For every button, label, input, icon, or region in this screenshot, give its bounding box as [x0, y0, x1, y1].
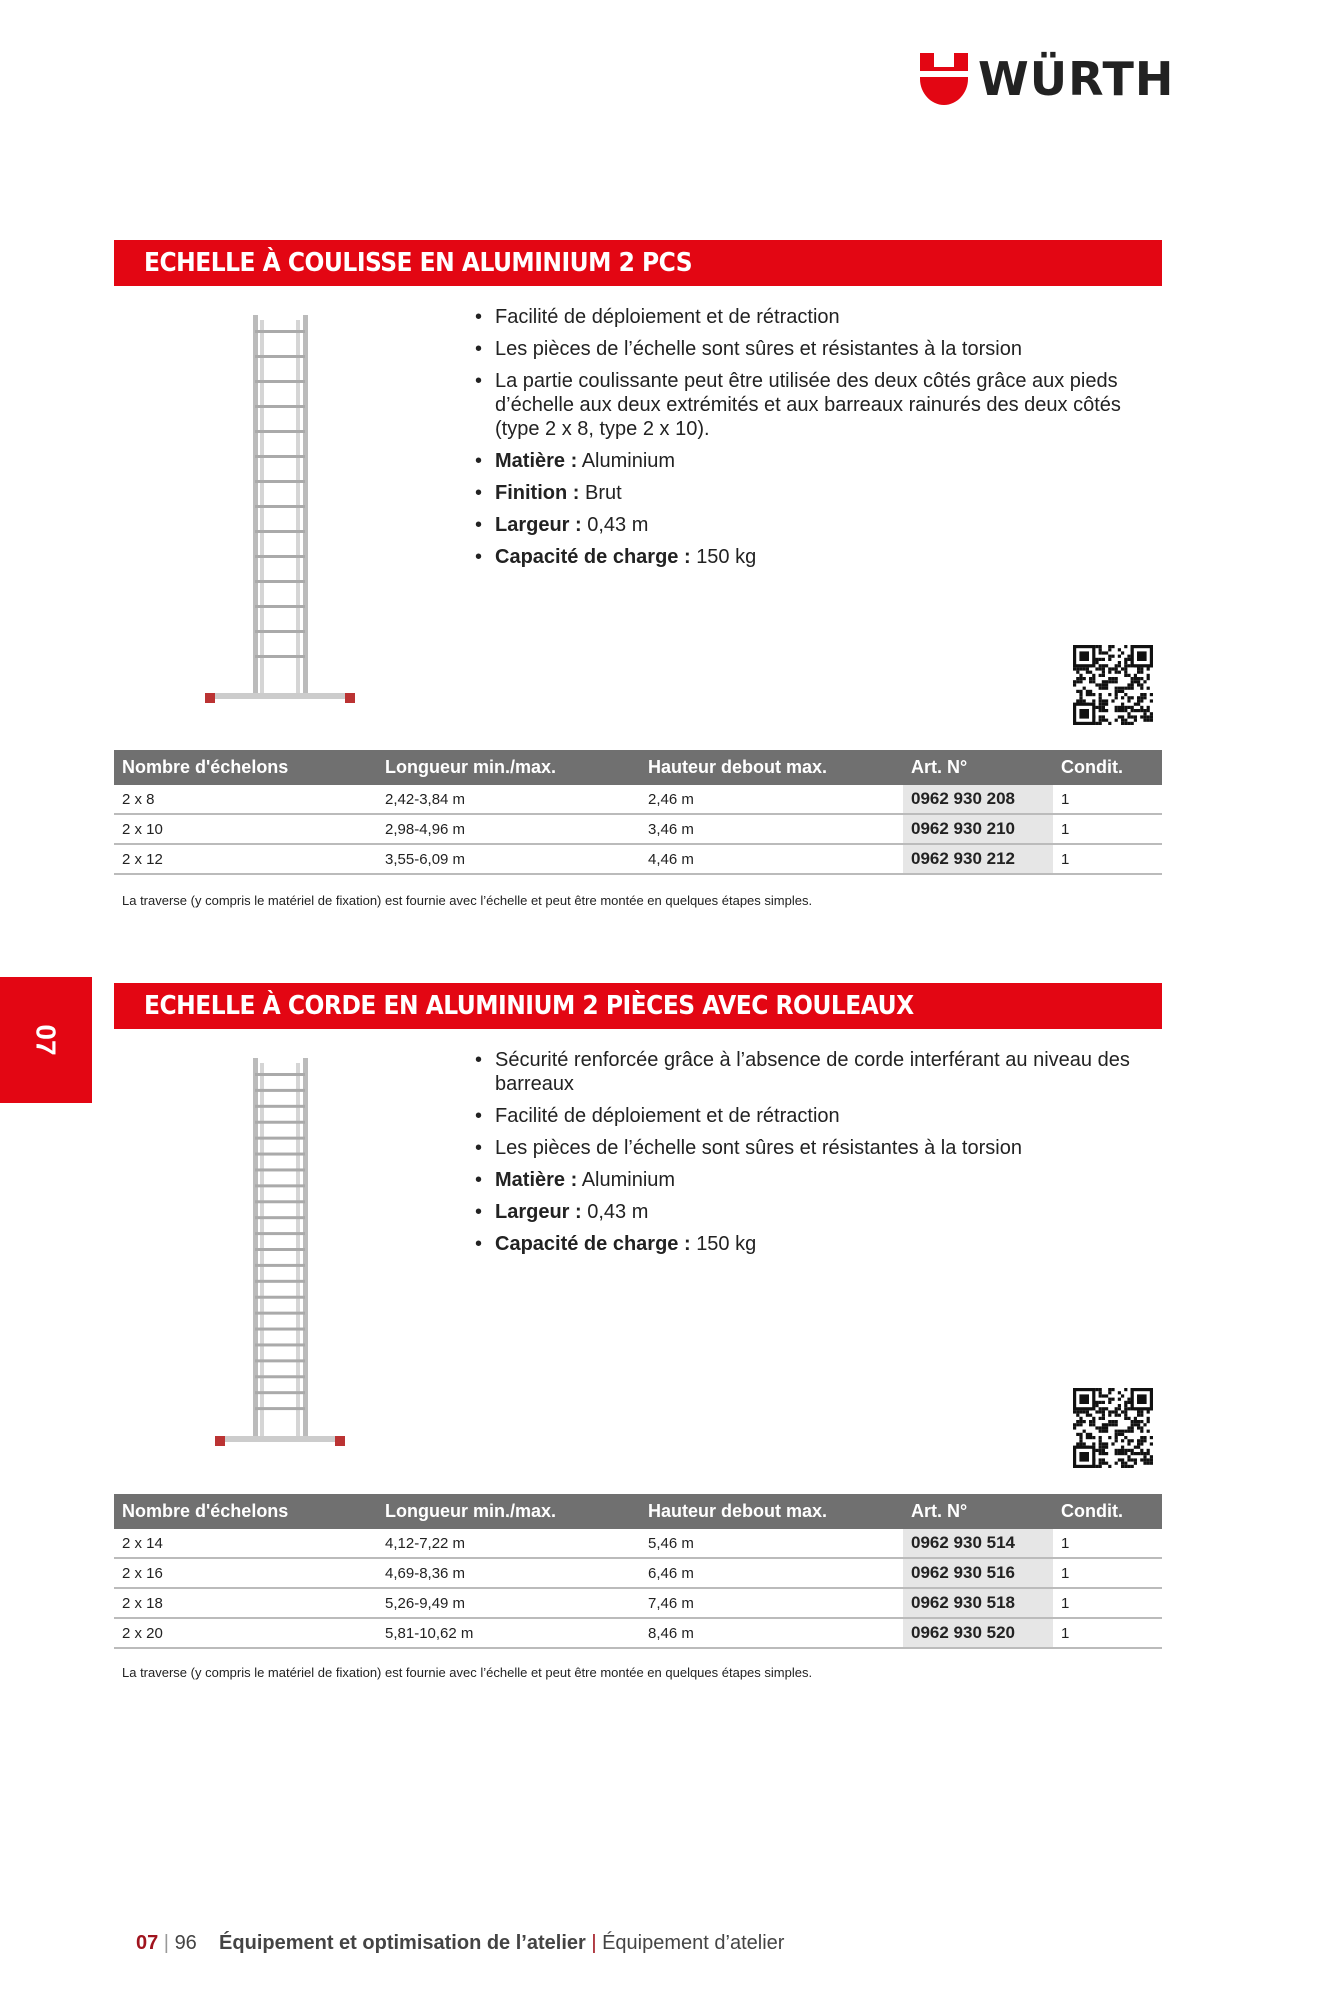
table-cell: 2,42-3,84 m	[377, 785, 640, 814]
table-cell: 3,46 m	[640, 814, 903, 844]
table-cell: 4,69-8,36 m	[377, 1558, 640, 1588]
product-title-banner	[114, 240, 1162, 286]
column-header: Nombre d'échelons	[114, 1494, 377, 1529]
table-cell: 1	[1053, 1618, 1162, 1648]
table-cell: 2 x 20	[114, 1618, 377, 1648]
qr-code[interactable]	[1073, 645, 1153, 725]
spec-label: Largeur :	[495, 514, 582, 536]
spec-item	[475, 1168, 1165, 1192]
feature-list	[475, 1048, 1165, 1264]
spec-item	[475, 1200, 1165, 1224]
section-tab[interactable]	[0, 977, 92, 1103]
article-number[interactable]: 0962 930 516	[903, 1558, 1053, 1588]
table-row	[114, 1588, 1162, 1618]
table-cell: 2 x 14	[114, 1529, 377, 1558]
feature-item	[475, 369, 1165, 441]
spec-value: 0,43 m	[587, 514, 649, 536]
article-number[interactable]: 0962 930 520	[903, 1618, 1053, 1648]
feature-text: La partie coulissante peut être utilisée des deux côtés grâce aux pieds d’échelle aux deux extrémités et aux barreaux rainurés des deux côtés (type 2 x 8, type 2 x 10).	[495, 370, 1121, 440]
feature-item	[475, 1104, 1165, 1128]
column-header: Hauteur debout max.	[640, 750, 903, 785]
article-number[interactable]: 0962 930 210	[903, 814, 1053, 844]
table-cell: 2 x 10	[114, 814, 377, 844]
spec-value: 150 kg	[696, 546, 757, 568]
column-header: Hauteur debout max.	[640, 1494, 903, 1529]
spec-label: Finition :	[495, 482, 580, 504]
feature-list	[475, 305, 1165, 577]
feature-text: Facilité de déploiement et de rétraction	[495, 1105, 840, 1127]
feature-item	[475, 305, 1165, 329]
ladder-image	[215, 1058, 345, 1453]
article-number[interactable]: 0962 930 518	[903, 1588, 1053, 1618]
wurth-logo-icon	[920, 53, 968, 105]
product-table	[114, 1494, 1162, 1649]
column-header: Longueur min./max.	[377, 750, 640, 785]
table-cell: 8,46 m	[640, 1618, 903, 1648]
spec-value: Brut	[584, 482, 622, 504]
product-title: ECHELLE À COULISSE EN ALUMINIUM 2 PCS	[144, 248, 693, 278]
table-cell: 1	[1053, 1558, 1162, 1588]
wurth-logo	[920, 52, 1174, 106]
table-cell: 4,12-7,22 m	[377, 1529, 640, 1558]
table-cell: 6,46 m	[640, 1558, 903, 1588]
table-cell: 5,26-9,49 m	[377, 1588, 640, 1618]
table-cell: 1	[1053, 1529, 1162, 1558]
spec-value: 0,43 m	[587, 1201, 649, 1223]
ladder-image	[205, 315, 355, 710]
table-row	[114, 814, 1162, 844]
table-cell: 2,98-4,96 m	[377, 814, 640, 844]
spec-label: Capacité de charge :	[495, 546, 691, 568]
spec-label: Capacité de charge :	[495, 1233, 691, 1255]
feature-text: Sécurité renforcée grâce à l’absence de corde interférant au niveau des barreaux	[495, 1049, 1130, 1095]
spec-item	[475, 449, 1165, 473]
column-header: Nombre d'échelons	[114, 750, 377, 785]
feature-text: Les pièces de l’échelle sont sûres et résistantes à la torsion	[495, 338, 1022, 360]
spec-item	[475, 1232, 1165, 1256]
table-row	[114, 1558, 1162, 1588]
spec-value: Aluminium	[581, 1169, 676, 1191]
feature-text: Facilité de déploiement et de rétraction	[495, 306, 840, 328]
table-cell: 2 x 12	[114, 844, 377, 874]
brand-name: WÜRTH	[978, 52, 1175, 106]
column-header: Condit.	[1053, 750, 1162, 785]
table-cell: 1	[1053, 814, 1162, 844]
column-header: Longueur min./max.	[377, 1494, 640, 1529]
spec-item	[475, 481, 1165, 505]
column-header: Art. N°	[903, 1494, 1053, 1529]
table-cell: 2 x 18	[114, 1588, 377, 1618]
table-cell: 4,46 m	[640, 844, 903, 874]
feature-text: Les pièces de l’échelle sont sûres et résistantes à la torsion	[495, 1137, 1022, 1159]
spec-label: Matière :	[495, 1169, 578, 1191]
spec-item	[475, 545, 1165, 569]
table-cell: 3,55-6,09 m	[377, 844, 640, 874]
feature-item	[475, 337, 1165, 361]
column-header: Art. N°	[903, 750, 1053, 785]
table-cell: 1	[1053, 1588, 1162, 1618]
table-note: La traverse (y compris le matériel de fixation) est fournie avec l’échelle et peut être montée en quelques étapes simples.	[122, 1665, 813, 1680]
footer-page: 96	[174, 1932, 197, 1954]
table-row	[114, 1618, 1162, 1648]
table-cell: 1	[1053, 844, 1162, 874]
table-cell: 2 x 16	[114, 1558, 377, 1588]
footer-subsection: Équipement d’atelier	[602, 1932, 785, 1954]
spec-value: Aluminium	[581, 450, 676, 472]
product-title: ECHELLE À CORDE EN ALUMINIUM 2 PIÈCES AVEC ROULEAUX	[144, 991, 914, 1021]
spec-label: Matière :	[495, 450, 578, 472]
table-note: La traverse (y compris le matériel de fixation) est fournie avec l’échelle et peut être montée en quelques étapes simples.	[122, 893, 813, 908]
section-tab-label: 07	[31, 1024, 62, 1056]
article-number[interactable]: 0962 930 208	[903, 785, 1053, 814]
footer-section: Équipement et optimisation de l’atelier	[219, 1932, 586, 1954]
feature-item	[475, 1136, 1165, 1160]
spec-item	[475, 513, 1165, 537]
feature-item	[475, 1048, 1165, 1096]
spec-label: Largeur :	[495, 1201, 582, 1223]
table-row	[114, 844, 1162, 874]
table-cell: 5,81-10,62 m	[377, 1618, 640, 1648]
product-table	[114, 750, 1162, 875]
article-number[interactable]: 0962 930 514	[903, 1529, 1053, 1558]
table-cell: 2,46 m	[640, 785, 903, 814]
qr-code[interactable]	[1073, 1388, 1153, 1468]
table-cell: 5,46 m	[640, 1529, 903, 1558]
footer-chapter: 07	[136, 1932, 159, 1954]
table-row	[114, 1529, 1162, 1558]
table-cell: 2 x 8	[114, 785, 377, 814]
product-title-banner	[114, 983, 1162, 1029]
article-number[interactable]: 0962 930 212	[903, 844, 1053, 874]
table-cell: 1	[1053, 785, 1162, 814]
page-footer: 07 | 96 Équipement et optimisation de l’atelier | Équipement d’atelier	[136, 1932, 785, 1954]
spec-value: 150 kg	[696, 1233, 757, 1255]
table-row	[114, 785, 1162, 814]
table-cell: 7,46 m	[640, 1588, 903, 1618]
column-header: Condit.	[1053, 1494, 1162, 1529]
